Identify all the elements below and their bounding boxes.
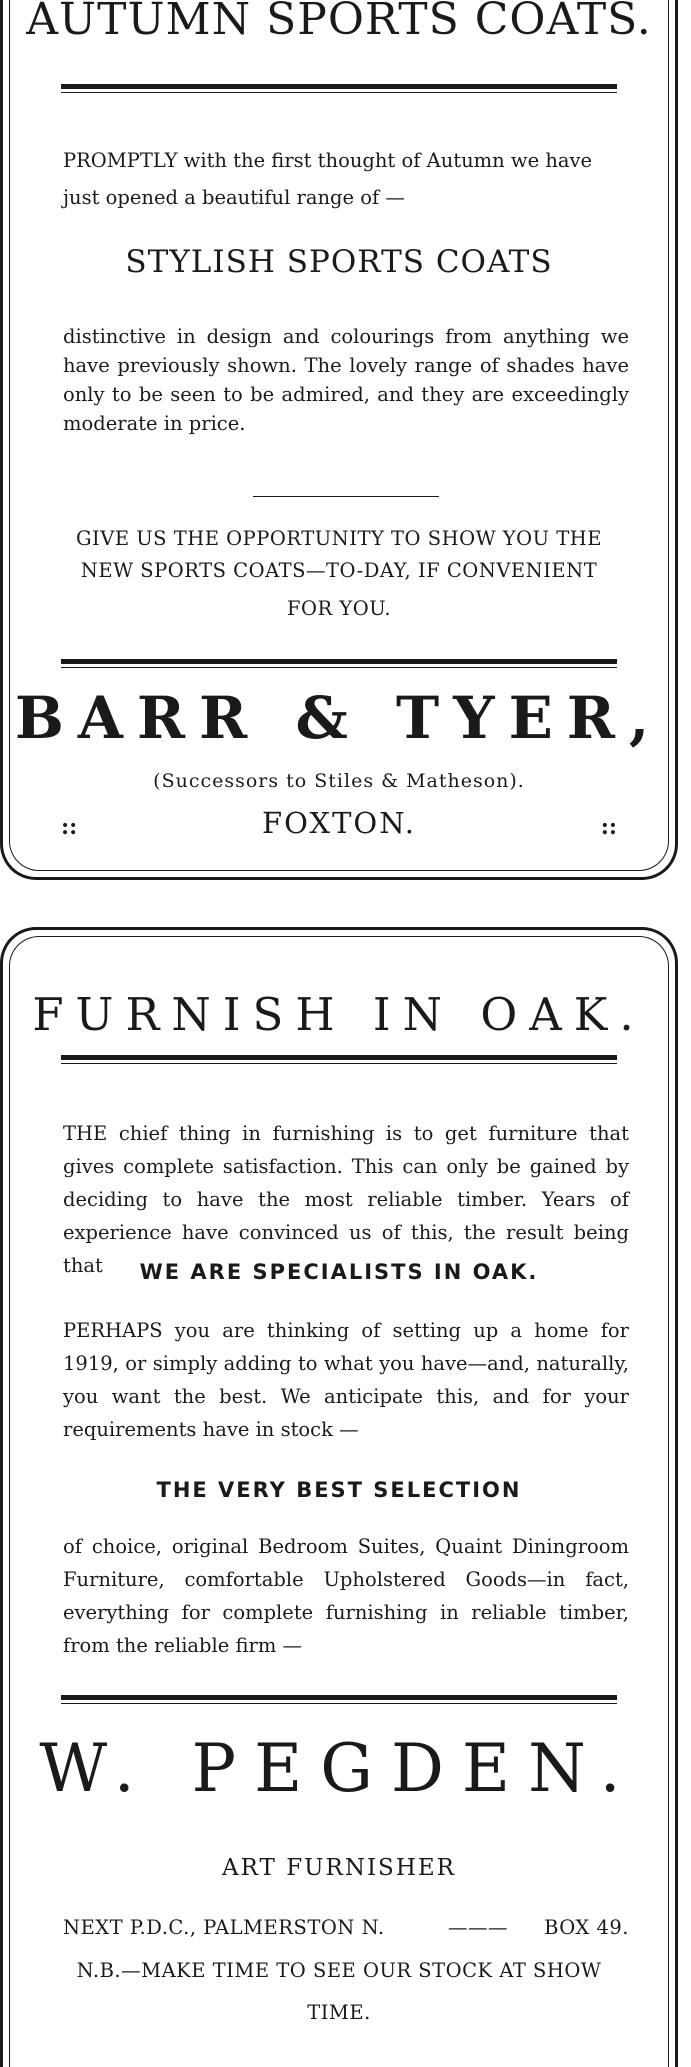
section-heading: STYLISH SPORTS COATS: [125, 244, 553, 280]
heading-selection: THE VERY BEST SELECTION: [156, 1478, 522, 1502]
ornament-right: ::: [600, 814, 617, 840]
advertisement-sports-coats: [0, 0, 678, 880]
call-line-1: GIVE US THE OPPORTUNITY TO SHOW YOU THE: [75, 527, 603, 550]
nb-line-2: TIME.: [307, 2001, 371, 2024]
paragraph-2: PERHAPS you are thinking of setting up a home for 1919, or simply adding to what you have—and, naturally, you want the best. We anticipate this, and for your requirements have in stock —: [63, 1319, 629, 1441]
address-line: NEXT P.D.C., PALMERSTON N.: [63, 1916, 385, 1939]
double-rule: [61, 659, 617, 668]
firm-name: W. PEGDEN.: [39, 1730, 639, 1807]
ad-title: AUTUMN SPORTS COATS.: [26, 0, 652, 45]
successors-line: (Successors to Stiles & Matheson).: [153, 770, 525, 792]
call-line-3: FOR YOU.: [286, 597, 392, 620]
trade-line: ART FURNISHER: [222, 1855, 456, 1881]
firm-name: BARR & TYER,: [14, 684, 664, 752]
paragraph-1: THE chief thing in furnishing is to get furniture that gives complete satisfaction. This can only be gained by deciding to have the most reliable timber. Years of experience have convinced us of this, the result being that: [63, 1122, 629, 1277]
double-rule: [61, 1055, 617, 1064]
town-name: FOXTON.: [262, 806, 416, 840]
ornament-left: ::: [61, 814, 78, 840]
double-rule: [61, 84, 617, 93]
heading-specialists: WE ARE SPECIALISTS IN OAK.: [139, 1260, 539, 1284]
advertisement-furnish-in-oak: [0, 927, 678, 2067]
ad-title: FURNISH IN OAK.: [32, 988, 646, 1041]
intro-paragraph: PROMPTLY with the first thought of Autumn we have just opened a beautiful range of —: [63, 149, 593, 209]
short-divider: [253, 496, 439, 497]
double-rule: [61, 1695, 617, 1704]
call-line-2: NEW SPORTS COATS—TO-DAY, IF CONVENIENT: [80, 559, 598, 582]
address-dash: ———: [448, 1916, 508, 1939]
paragraph-3: of choice, original Bedroom Suites, Quaint Diningroom Furniture, comfortable Upholstered Goods—in fact, everything for complete furnishing in reliable timber, from the reliable firm —: [63, 1535, 629, 1657]
box-number: BOX 49.: [544, 1916, 629, 1939]
nb-line-1: N.B.—MAKE TIME TO SEE OUR STOCK AT SHOW: [76, 1959, 602, 1982]
body-paragraph: distinctive in design and colourings from anything we have previously shown. The lovely range of shades have only to be seen to be admired, and they are exceedingly moderate in price.: [63, 325, 629, 435]
